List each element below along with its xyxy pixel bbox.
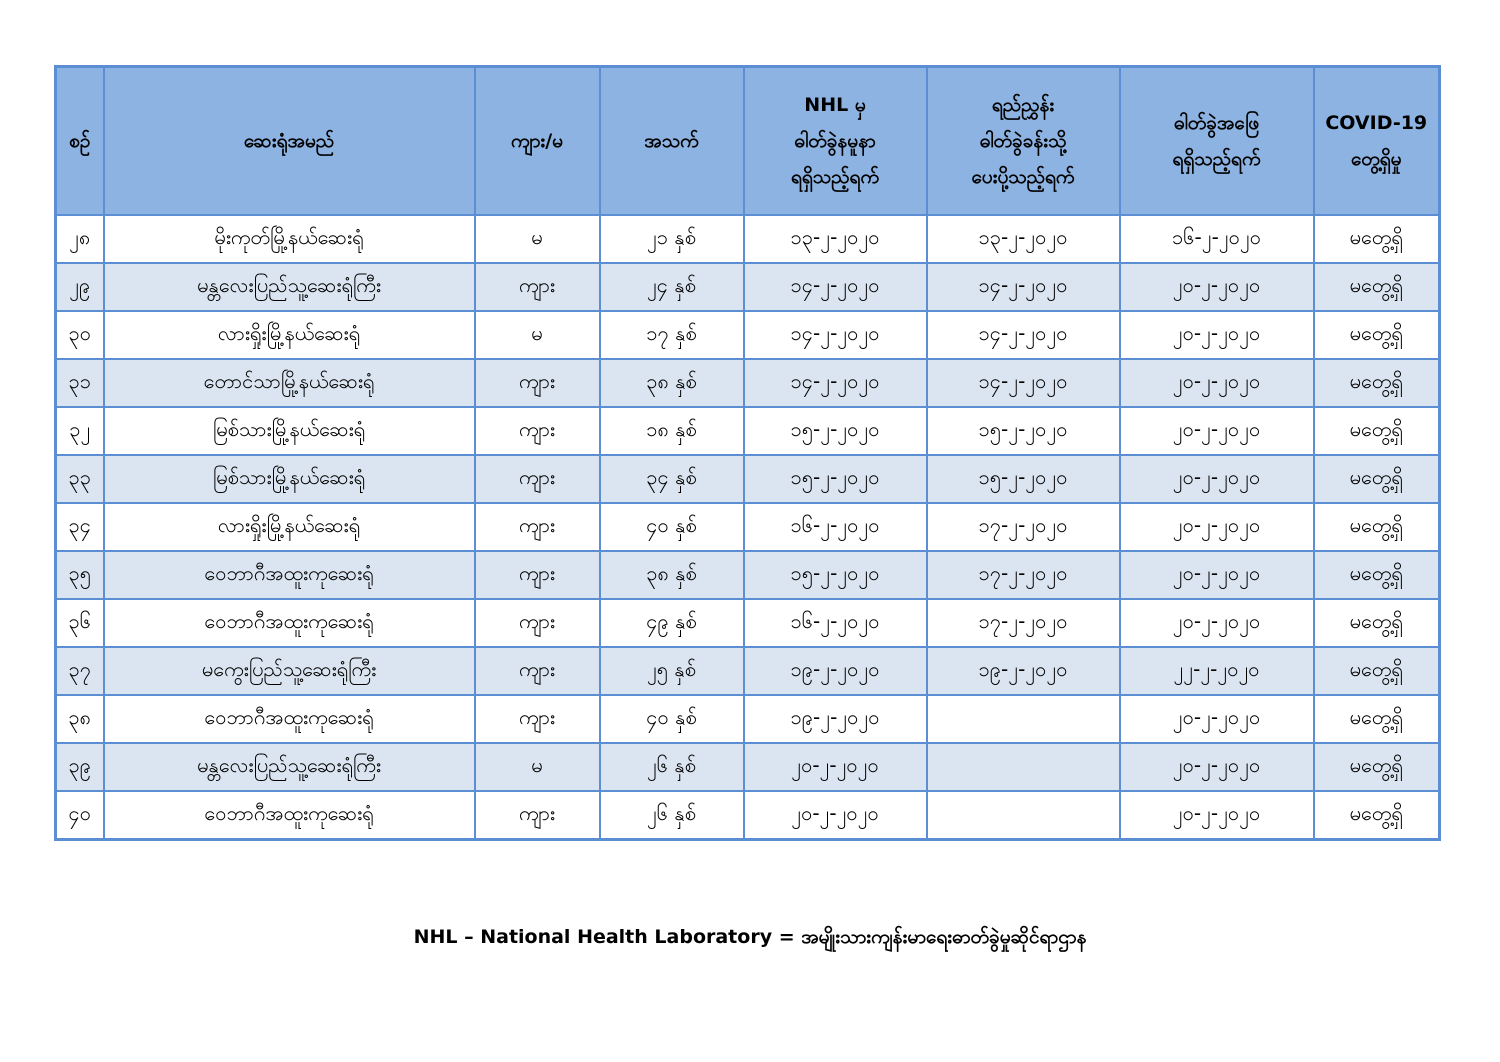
header-line: ရည်ညွှန်း xyxy=(991,94,1055,116)
table-row xyxy=(56,743,1440,791)
header-line: COVID-19 xyxy=(1325,112,1428,134)
header-line: ဆေးရုံအမည် xyxy=(243,130,335,152)
cell-nhl-received: ၁၅-၂-၂၀၂၀ xyxy=(744,455,927,503)
cell-age: ၂၄ နှစ် xyxy=(600,263,744,311)
header-line: ပေးပို့သည့်ရက် xyxy=(971,166,1075,188)
cell-result-received: ၂၀-၂-၂၀၂၀ xyxy=(1120,503,1314,551)
cell-reference-sent xyxy=(927,695,1120,743)
header-age xyxy=(600,67,744,216)
cell-reference-sent xyxy=(927,791,1120,840)
cell-age: ၂၆ နှစ် xyxy=(600,791,744,840)
cell-covid-found: မတွေ့ရှိ xyxy=(1314,263,1440,311)
header-hospital xyxy=(104,67,475,216)
header-line: NHL မှ xyxy=(804,94,866,116)
cell-reference-sent: ၁၄-၂-၂၀၂၀ xyxy=(927,311,1120,359)
cell-age: ၃၈ နှစ် xyxy=(600,551,744,599)
cell-hospital: ဝေဘာဂီအထူးကုဆေးရုံ xyxy=(104,695,475,743)
cell-result-received: ၂၀-၂-၂၀၂၀ xyxy=(1120,791,1314,840)
cell-hospital: လားရှိုးမြို့နယ်ဆေးရုံ xyxy=(104,503,475,551)
cell-reference-sent: ၁၇-၂-၂၀၂၀ xyxy=(927,503,1120,551)
cell-no: ၂၈ xyxy=(56,215,104,263)
cell-reference-sent: ၁၅-၂-၂၀၂၀ xyxy=(927,407,1120,455)
cell-covid-found: မတွေ့ရှိ xyxy=(1314,311,1440,359)
cell-hospital: မိုးကုတ်မြို့နယ်ဆေးရုံ xyxy=(104,215,475,263)
table-row xyxy=(56,599,1440,647)
cell-reference-sent: ၁၃-၂-၂၀၂၀ xyxy=(927,215,1120,263)
cell-nhl-received: ၁၉-၂-၂၀၂၀ xyxy=(744,647,927,695)
cell-covid-found: မတွေ့ရှိ xyxy=(1314,695,1440,743)
cell-age: ၁၇ နှစ် xyxy=(600,311,744,359)
cell-result-received: ၁၆-၂-၂၀၂၀ xyxy=(1120,215,1314,263)
table-row xyxy=(56,359,1440,407)
cell-no: ၃၂ xyxy=(56,407,104,455)
test-results-table xyxy=(54,65,1441,841)
cell-covid-found: မတွေ့ရှိ xyxy=(1314,215,1440,263)
cell-nhl-received: ၁၄-၂-၂၀၂၀ xyxy=(744,311,927,359)
cell-sex: မ xyxy=(475,215,600,263)
cell-covid-found: မတွေ့ရှိ xyxy=(1314,791,1440,840)
cell-sex: ကျား xyxy=(475,647,600,695)
cell-nhl-received: ၁၅-၂-၂၀၂၀ xyxy=(744,407,927,455)
cell-sex: မ xyxy=(475,743,600,791)
header-line: စဉ် xyxy=(69,130,91,152)
cell-no: ၃၄ xyxy=(56,503,104,551)
cell-nhl-received: ၂၀-၂-၂၀၂၀ xyxy=(744,791,927,840)
cell-hospital: ဝေဘာဂီအထူးကုဆေးရုံ xyxy=(104,551,475,599)
cell-result-received: ၂၀-၂-၂၀၂၀ xyxy=(1120,263,1314,311)
cell-no: ၂၉ xyxy=(56,263,104,311)
table-row xyxy=(56,455,1440,503)
header-no xyxy=(56,67,104,216)
cell-reference-sent: ၁၇-၂-၂၀၂၀ xyxy=(927,551,1120,599)
cell-sex: ကျား xyxy=(475,263,600,311)
cell-result-received: ၂၀-၂-၂၀၂၀ xyxy=(1120,455,1314,503)
cell-sex: ကျား xyxy=(475,551,600,599)
cell-no: ၃၁ xyxy=(56,359,104,407)
header-line: ရရှိသည့်ရက် xyxy=(1172,148,1261,170)
cell-covid-found: မတွေ့ရှိ xyxy=(1314,359,1440,407)
cell-age: ၃၈ နှစ် xyxy=(600,359,744,407)
cell-age: ၁၈ နှစ် xyxy=(600,407,744,455)
cell-result-received: ၂၀-၂-၂၀၂၀ xyxy=(1120,407,1314,455)
cell-nhl-received: ၁၄-၂-၂၀၂၀ xyxy=(744,263,927,311)
cell-nhl-received: ၁၆-၂-၂၀၂၀ xyxy=(744,599,927,647)
cell-age: ၂၆ နှစ် xyxy=(600,743,744,791)
cell-sex: ကျား xyxy=(475,503,600,551)
cell-result-received: ၂၀-၂-၂၀၂၀ xyxy=(1120,743,1314,791)
cell-hospital: မန္တလေးပြည်သူ့ဆေးရုံကြီး xyxy=(104,263,475,311)
cell-covid-found: မတွေ့ရှိ xyxy=(1314,647,1440,695)
table-row xyxy=(56,215,1440,263)
header-reference-sent xyxy=(927,67,1120,216)
cell-no: ၃၅ xyxy=(56,551,104,599)
cell-age: ၄၉ နှစ် xyxy=(600,599,744,647)
cell-hospital: မန္တလေးပြည်သူ့ဆေးရုံကြီး xyxy=(104,743,475,791)
cell-hospital: လားရှိုးမြို့နယ်ဆေးရုံ xyxy=(104,311,475,359)
cell-hospital: တောင်သာမြို့နယ်ဆေးရုံ xyxy=(104,359,475,407)
header-line: ကျား/မ xyxy=(510,130,564,152)
cell-sex: ကျား xyxy=(475,359,600,407)
cell-result-received: ၂၀-၂-၂၀၂၀ xyxy=(1120,359,1314,407)
cell-result-received: ၂၀-၂-၂၀၂၀ xyxy=(1120,695,1314,743)
table-row xyxy=(56,311,1440,359)
cell-sex: ကျား xyxy=(475,455,600,503)
cell-hospital: ဝေဘာဂီအထူးကုဆေးရုံ xyxy=(104,791,475,840)
cell-sex: ကျား xyxy=(475,791,600,840)
cell-nhl-received: ၁၅-၂-၂၀၂၀ xyxy=(744,551,927,599)
cell-nhl-received: ၁၄-၂-၂၀၂၀ xyxy=(744,359,927,407)
cell-hospital: မြစ်သားမြို့နယ်ဆေးရုံ xyxy=(104,455,475,503)
cell-no: ၃၆ xyxy=(56,599,104,647)
header-row xyxy=(56,67,1440,216)
table-row xyxy=(56,551,1440,599)
header-line: ရရှိသည့်ရက် xyxy=(790,166,880,188)
cell-no: ၄၀ xyxy=(56,791,104,840)
cell-hospital: မကွေးပြည်သူ့ဆေးရုံကြီး xyxy=(104,647,475,695)
cell-nhl-received: ၁၃-၂-၂၀၂၀ xyxy=(744,215,927,263)
footnote: NHL – National Health Laboratory = အမျိုးသားကျန်းမာရေးဓာတ်ခွဲမှုဆိုင်ရာဌာန xyxy=(413,926,1087,948)
cell-covid-found: မတွေ့ရှိ xyxy=(1314,599,1440,647)
cell-nhl-received: ၁၆-၂-၂၀၂၀ xyxy=(744,503,927,551)
cell-covid-found: မတွေ့ရှိ xyxy=(1314,407,1440,455)
header-line: ဓါတ်ခွဲအဖြေ xyxy=(1173,112,1260,134)
cell-result-received: ၂၀-၂-၂၀၂၀ xyxy=(1120,551,1314,599)
cell-nhl-received: ၂၀-၂-၂၀၂၀ xyxy=(744,743,927,791)
cell-reference-sent: ၁၉-၂-၂၀၂၀ xyxy=(927,647,1120,695)
cell-covid-found: မတွေ့ရှိ xyxy=(1314,503,1440,551)
cell-covid-found: မတွေ့ရှိ xyxy=(1314,743,1440,791)
cell-reference-sent: ၁၇-၂-၂၀၂၀ xyxy=(927,599,1120,647)
cell-no: ၃၃ xyxy=(56,455,104,503)
header-line: တွေ့ရှိမှု xyxy=(1350,148,1402,170)
cell-covid-found: မတွေ့ရှိ xyxy=(1314,455,1440,503)
table-row xyxy=(56,407,1440,455)
cell-age: ၃၄ နှစ် xyxy=(600,455,744,503)
cell-no: ၃၀ xyxy=(56,311,104,359)
cell-age: ၄၀ နှစ် xyxy=(600,503,744,551)
cell-result-received: ၂၀-၂-၂၀၂၀ xyxy=(1120,599,1314,647)
cell-no: ၃၉ xyxy=(56,743,104,791)
cell-nhl-received: ၁၉-၂-၂၀၂၀ xyxy=(744,695,927,743)
cell-no: ၃၇ xyxy=(56,647,104,695)
table-row xyxy=(56,647,1440,695)
cell-reference-sent xyxy=(927,743,1120,791)
cell-no: ၃၈ xyxy=(56,695,104,743)
table-row xyxy=(56,263,1440,311)
table-row xyxy=(56,791,1440,840)
cell-covid-found: မတွေ့ရှိ xyxy=(1314,551,1440,599)
cell-reference-sent: ၁၅-၂-၂၀၂၀ xyxy=(927,455,1120,503)
header-line: ဓါတ်ခွဲခန်းသို့ xyxy=(979,130,1067,152)
cell-sex: ကျား xyxy=(475,695,600,743)
header-covid-found xyxy=(1314,67,1440,216)
header-line: အသက် xyxy=(644,130,699,152)
cell-reference-sent: ၁၄-၂-၂၀၂၀ xyxy=(927,359,1120,407)
header-nhl-received xyxy=(744,67,927,216)
header-sex xyxy=(475,67,600,216)
cell-age: ၂၅ နှစ် xyxy=(600,647,744,695)
table-body xyxy=(56,215,1440,840)
cell-age: ၂၁ နှစ် xyxy=(600,215,744,263)
table-row xyxy=(56,695,1440,743)
cell-result-received: ၂၂-၂-၂၀၂၀ xyxy=(1120,647,1314,695)
cell-sex: ကျား xyxy=(475,599,600,647)
header-line: ဓါတ်ခွဲနမူနာ xyxy=(794,130,876,152)
cell-sex: မ xyxy=(475,311,600,359)
table-header xyxy=(56,67,1440,216)
table-row xyxy=(56,503,1440,551)
cell-sex: ကျား xyxy=(475,407,600,455)
cell-reference-sent: ၁၄-၂-၂၀၂၀ xyxy=(927,263,1120,311)
cell-age: ၄၀ နှစ် xyxy=(600,695,744,743)
cell-hospital: မြစ်သားမြို့နယ်ဆေးရုံ xyxy=(104,407,475,455)
header-result-received xyxy=(1120,67,1314,216)
cell-result-received: ၂၀-၂-၂၀၂၀ xyxy=(1120,311,1314,359)
cell-hospital: ဝေဘာဂီအထူးကုဆေးရုံ xyxy=(104,599,475,647)
